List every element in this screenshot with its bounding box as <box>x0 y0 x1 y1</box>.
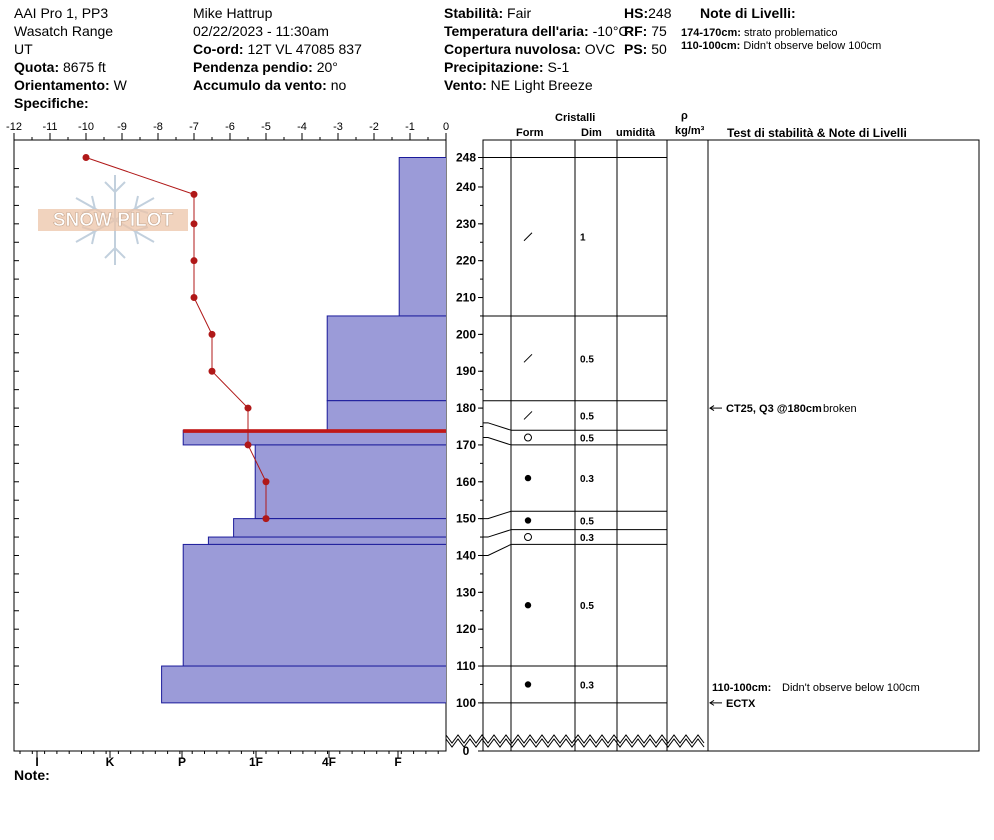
temp-tick-label: -10 <box>78 121 94 133</box>
crystal-form-dot-icon <box>525 602 531 608</box>
crystal-size: 0.3 <box>580 680 594 692</box>
bottom-note-range: 110-100cm: <box>712 682 772 695</box>
temperature-point <box>209 368 216 375</box>
hardness-tick-label: K <box>105 755 115 769</box>
wind-value: NE Light Breeze <box>490 77 593 93</box>
crystal-form-slash-icon <box>524 411 532 419</box>
depth-tick-label: 200 <box>455 327 477 342</box>
depth-tick-label: 0 <box>462 744 470 758</box>
crystal-size: 0.5 <box>580 354 594 366</box>
temp-tick-label: -3 <box>333 121 343 133</box>
wind-loading-value: no <box>330 77 347 93</box>
station-name: AAI Pro 1, PP3 <box>14 5 109 21</box>
crystal-size: 0.5 <box>580 433 594 445</box>
problem-layer-marker <box>183 429 448 433</box>
crystal-size: 0.3 <box>580 533 594 545</box>
cloud-value: OVC <box>584 41 616 57</box>
layer-connector <box>483 438 511 445</box>
state: UT <box>14 41 33 57</box>
crystal-size: 0.5 <box>580 516 594 528</box>
hardness-layer <box>183 544 448 666</box>
crystal-form-open-circle-icon <box>525 534 532 541</box>
layer-connector <box>483 530 511 537</box>
crystal-form-slash-icon <box>524 233 532 241</box>
hardness-layer <box>399 158 448 316</box>
depth-tick-label: 240 <box>455 179 477 194</box>
temp-tick-label: -1 <box>405 121 415 133</box>
depth-tick-label: 130 <box>455 585 477 600</box>
snowpilot-logo <box>38 175 188 265</box>
layer-connector <box>483 423 511 430</box>
temp-tick-label: 0 <box>442 121 450 133</box>
stability-value: Fair <box>507 5 532 21</box>
hardness-tick-label: I <box>35 755 39 769</box>
crystal-form-dot-icon <box>525 475 531 481</box>
hardness-tick-label: F <box>394 755 402 769</box>
depth-tick-label: 100 <box>455 695 477 710</box>
ps-value: 50 <box>651 41 667 57</box>
crystal-form-dot-icon <box>525 681 531 687</box>
temp-tick-label: -5 <box>261 121 271 133</box>
coord-label: Co-ord: <box>193 41 244 57</box>
rf-label: RF: <box>624 23 648 39</box>
temperature-point <box>245 405 252 412</box>
hardness-layer <box>255 445 448 519</box>
hardness-layer <box>162 666 448 703</box>
temp-tick-label: -7 <box>189 121 199 133</box>
precip-value: S-1 <box>547 59 570 75</box>
depth-tick-label: 140 <box>455 548 477 563</box>
layer-connector <box>483 511 511 518</box>
stability-test-result: broken <box>823 403 857 416</box>
hs-label: HS: <box>624 5 649 21</box>
stability-test-label: CT25, Q3 @180cm <box>726 403 822 416</box>
depth-tick-label: 230 <box>455 216 477 231</box>
specifics-label: Specifiche: <box>14 95 89 111</box>
temp-tick-label: -8 <box>153 121 163 133</box>
layer-note-range: 110-100cm: <box>681 40 741 52</box>
form-header: Form <box>516 127 544 139</box>
temperature-point <box>245 441 252 448</box>
stability-test-label: ECTX <box>726 697 756 710</box>
temp-tick-label: -6 <box>225 121 235 133</box>
temperature-point <box>191 257 198 264</box>
depth-tick-label: 180 <box>455 401 477 416</box>
rf-value: 75 <box>651 23 667 39</box>
logo-text: SNOW PILOT <box>52 210 174 231</box>
tests-header: Test di stabilità & Note di Livelli <box>727 126 907 140</box>
slope-value: 20° <box>316 59 338 75</box>
temp-tick-label: -4 <box>297 121 307 133</box>
temperature-point <box>209 331 216 338</box>
wind-label: Vento: <box>444 77 487 93</box>
elevation-value: 8675 ft <box>63 59 106 75</box>
hardness-tick-label: P <box>177 755 187 769</box>
density-symbol: ρ <box>681 110 688 122</box>
crystal-size: 0.5 <box>580 411 594 423</box>
size-header: Dim <box>581 127 602 139</box>
crystal-form-dot-icon <box>525 517 531 523</box>
observer: Mike Hattrup <box>193 5 273 21</box>
temp-tick-label: -11 <box>42 121 58 133</box>
ps-label: PS: <box>624 41 648 57</box>
precip-label: Precipitazione: <box>444 59 544 75</box>
depth-tick-label: 110 <box>456 659 476 674</box>
range-name: Wasatch Range <box>14 23 114 39</box>
depth-tick-label: 190 <box>455 364 477 379</box>
crystal-size: 0.5 <box>580 601 594 613</box>
crystal-size: 0.3 <box>580 474 594 486</box>
temperature-point <box>83 154 90 161</box>
temp-tick-label: -9 <box>117 121 127 133</box>
hardness-tick-label: 1F <box>248 755 264 769</box>
temperature-point <box>263 478 270 485</box>
air-temp-value: -10°C <box>592 23 629 39</box>
temperature-point <box>263 515 270 522</box>
crystals-header: Cristalli <box>555 112 596 124</box>
depth-tick-label: 220 <box>455 253 477 268</box>
crystal-form-open-circle-icon <box>525 434 532 441</box>
layer-notes-title: Note di Livelli: <box>700 5 796 21</box>
datetime: 02/22/2023 - 11:30am <box>193 23 329 39</box>
coord-value: 12T VL 47085 837 <box>247 41 362 57</box>
stability-label: Stabilità: <box>444 5 504 21</box>
notes-label: Note: <box>14 767 50 783</box>
crystal-form-slash-icon <box>524 354 532 362</box>
depth-tick-label: 150 <box>455 511 477 526</box>
elevation-label: Quota: <box>14 59 60 75</box>
cloud-label: Copertura nuvolosa: <box>444 41 581 57</box>
hs-value: 248 <box>648 5 672 21</box>
temp-tick-label: -12 <box>6 121 22 133</box>
temperature-point <box>191 294 198 301</box>
temperature-point <box>191 220 198 227</box>
hardness-tick-label: 4F <box>321 755 337 769</box>
temperature-point <box>191 191 198 198</box>
bottom-note-text: Didn't observe below 100cm <box>782 682 920 695</box>
depth-tick-label: 120 <box>455 622 477 637</box>
temp-tick-label: -2 <box>369 121 379 133</box>
depth-tick-label: 160 <box>455 474 477 489</box>
layer-note-text: Didn't observe below 100cm <box>743 40 882 52</box>
aspect-value: W <box>113 77 127 93</box>
density-unit: kg/m³ <box>675 125 705 137</box>
crystal-size: 1 <box>580 232 586 244</box>
hardness-layer <box>208 537 448 544</box>
depth-tick-label: 170 <box>455 437 477 452</box>
layer-note-range: 174-170cm: <box>681 27 741 39</box>
hardness-layer <box>327 316 448 401</box>
hardness-layer <box>327 401 448 430</box>
layer-table-frame <box>483 140 979 751</box>
slope-label: Pendenza pendio: <box>193 59 313 75</box>
layer-note-text: strato problematico <box>744 27 838 39</box>
aspect-label: Orientamento: <box>14 77 110 93</box>
depth-tick-label: 248 <box>455 150 477 165</box>
wind-loading-label: Accumulo da vento: <box>193 77 327 93</box>
moisture-header: umidità <box>616 127 656 139</box>
depth-tick-label: 210 <box>455 290 477 305</box>
air-temp-label: Temperatura dell'aria: <box>444 23 589 39</box>
layer-connector <box>483 544 511 555</box>
